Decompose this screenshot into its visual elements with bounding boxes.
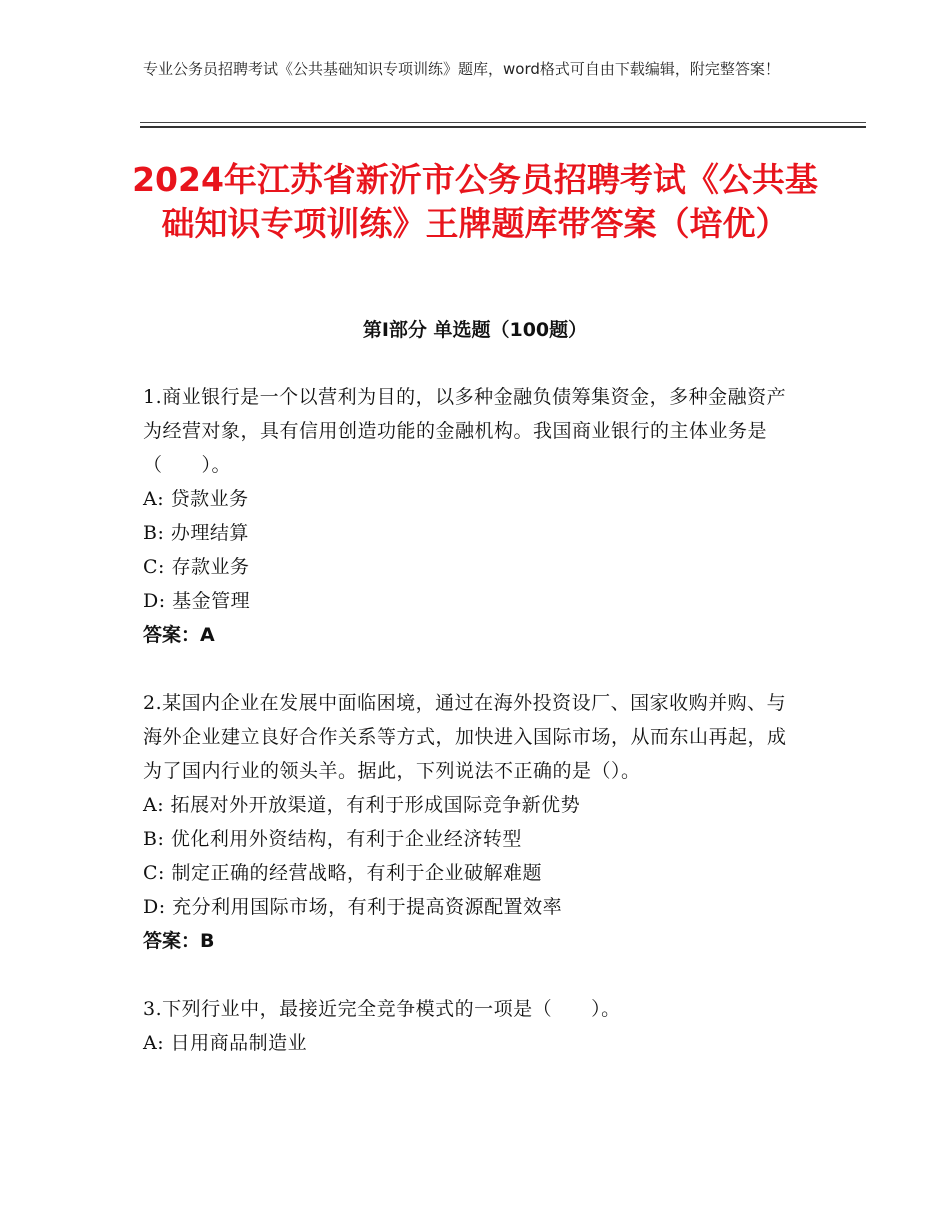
option-c: C: 制定正确的经营战略，有利于企业破解难题: [143, 862, 542, 884]
question-stem: 1.商业银行是一个以营利为目的，以多种金融负债筹集资金，多种金融资产为经营对象，具有信用创造功能的金融机构。我国商业银行的主体业务是（ ）。: [143, 386, 787, 476]
question-2: [143, 686, 795, 958]
question-3: [143, 992, 795, 1060]
option-d: D: 基金管理: [143, 590, 251, 612]
answer: 答案：B: [143, 930, 215, 952]
header-divider: [140, 122, 866, 123]
option-a: A: 日用商品制造业: [143, 1032, 308, 1054]
option-d: D: 充分利用国际市场，有利于提高资源配置效率: [143, 896, 563, 918]
question-1: [143, 380, 795, 652]
document-title: 2024年江苏省新沂市公务员招聘考试《公共基础知识专项训练》王牌题库带答案（培优）: [132, 160, 818, 243]
header-note: 专业公务员招聘考试《公共基础知识专项训练》题库，word格式可自由下载编辑，附完整答案！: [143, 60, 780, 78]
question-stem: 3.下列行业中，最接近完全竞争模式的一项是（ ）。: [143, 998, 621, 1020]
option-b: B: 办理结算: [143, 522, 249, 544]
option-b: B: 优化利用外资结构，有利于企业经济转型: [143, 828, 522, 850]
option-c: C: 存款业务: [143, 556, 250, 578]
question-stem: 2.某国内企业在发展中面临困境，通过在海外投资设厂、国家收购并购、与海外企业建立良好合作关系等方式，加快进入国际市场，从而东山再起，成为了国内行业的领头羊。据此，下列说法不正确的是（）。: [143, 692, 787, 782]
answer: 答案：A: [143, 624, 215, 646]
option-a: A: 拓展对外开放渠道，有利于形成国际竞争新优势: [143, 794, 581, 816]
option-a: A: 贷款业务: [143, 488, 249, 510]
header-divider-thick: [140, 126, 866, 128]
question-list: [143, 380, 795, 1094]
section-title: 第Ⅰ部分 单选题（100题）: [362, 319, 588, 341]
